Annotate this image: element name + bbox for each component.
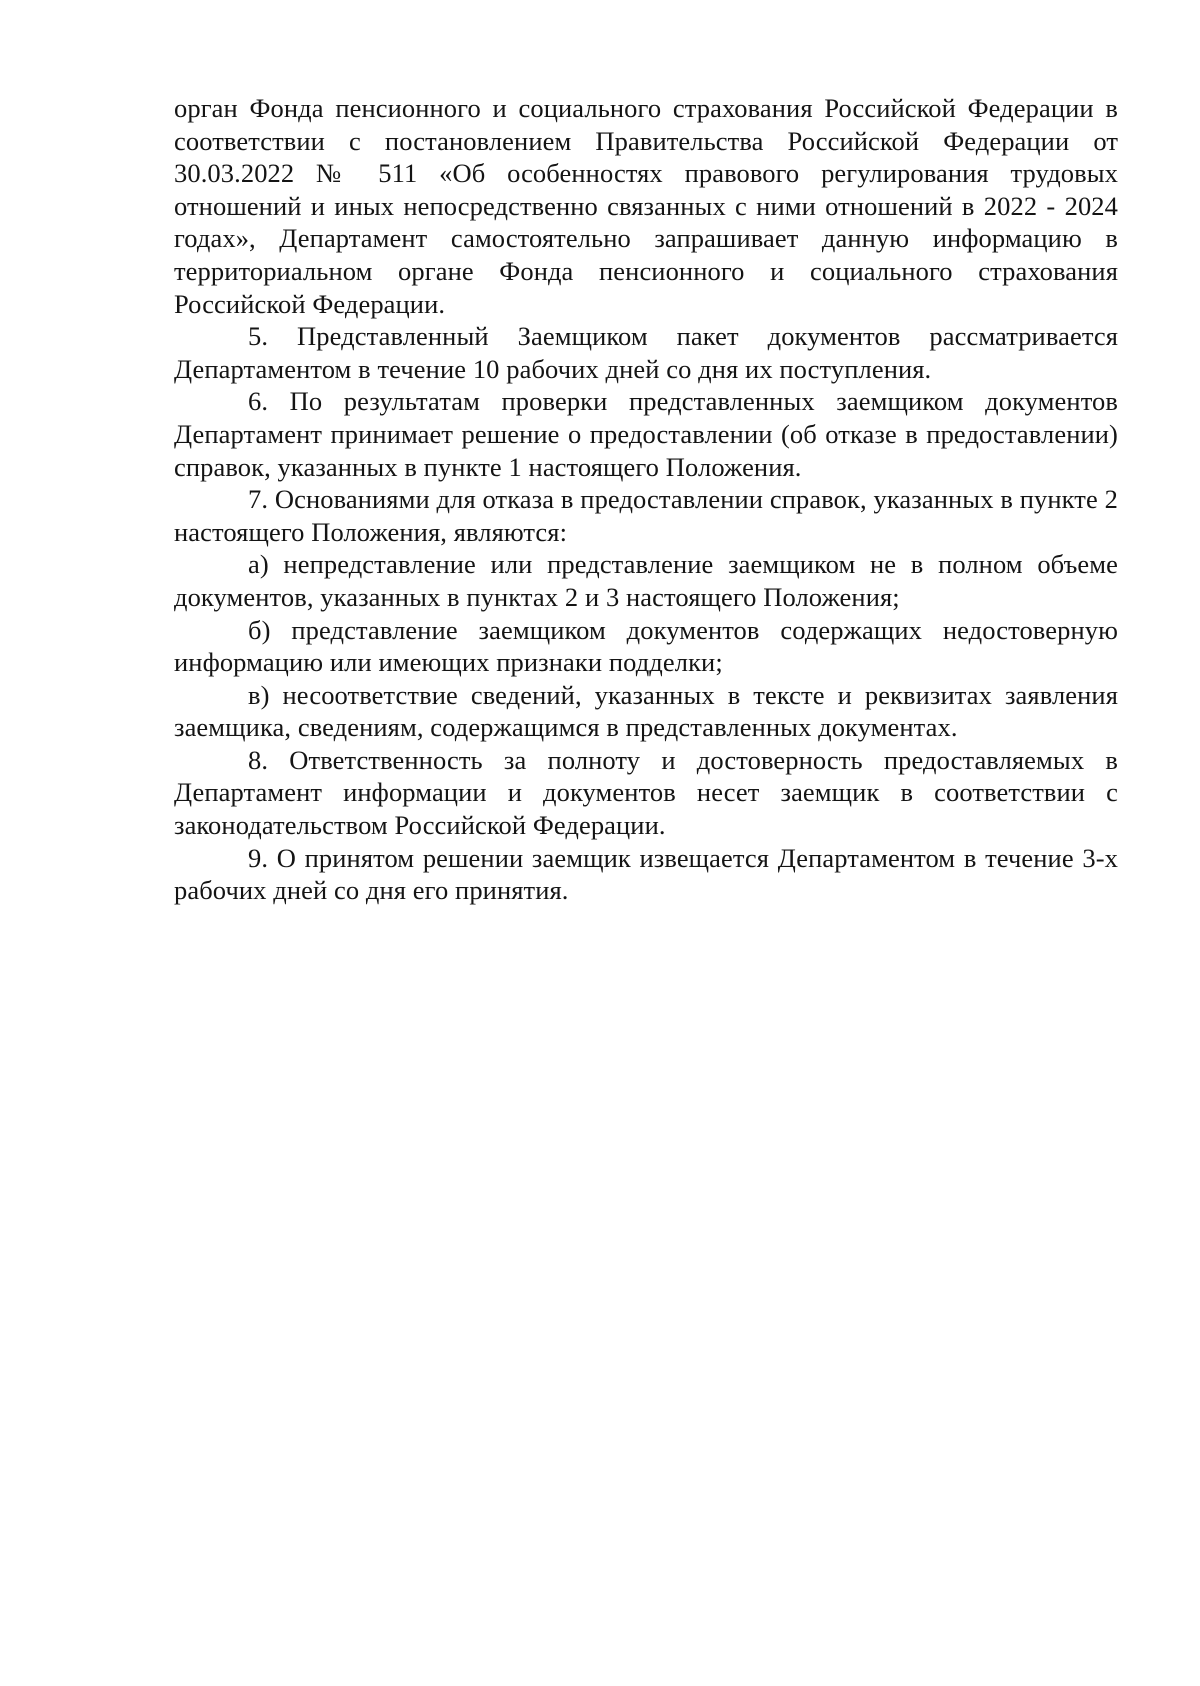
document-page (174, 92, 1118, 907)
paragraph-item-7: 7. Основаниями для отказа в предоставлении справок, указанных в пункте 2 настоящего Положения, являются: (174, 484, 1118, 547)
paragraph-continuation: орган Фонда пенсионного и социального страхования Российской Федерации в соответствии с постановлением Правительства Российской Федерации от 30.03.2022 № 511 «Об особенностях правового регулирования трудовых отношений и иных непосредственно связанных с ними отношений в 2022 - 2024 годах», Департамент самостоятельно запрашивает данную информацию в территориальном органе Фонда пенсионного и социального страхования Российской Федерации. (174, 93, 1118, 319)
paragraph-subitem-b: б) представление заемщиком документов содержащих недостоверную информацию или имеющих признаки подделки; (174, 614, 1118, 678)
paragraph-item-8: 8. Ответственность за полноту и достоверность предоставляемых в Департамент информации и документов несет заемщик в соответствии с законодательством Российской Федерации. (174, 744, 1118, 841)
paragraph-item-5: 5. Представленный Заемщиком пакет документов рассматривается Департаментом в течение 10 рабочих дней со дня их поступления. (174, 321, 1118, 384)
paragraph-subitem-v: в) несоответствие сведений, указанных в тексте и реквизитах заявления заемщика, сведениям, содержащимся в представленных документах. (174, 679, 1118, 743)
paragraph-item-9: 9. О принятом решении заемщик извещается Департаментом в течение 3-х рабочих дней со дня его принятия. (174, 842, 1118, 906)
paragraph-subitem-a: а) непредставление или представление заемщиком не в полном объеме документов, указанных в пунктах 2 и 3 настоящего Положения; (174, 549, 1118, 612)
paragraph-item-6: 6. По результатам проверки представленных заемщиком документов Департамент принимает решение о предоставлении (об отказе в предоставлении) справок, указанных в пункте 1 настоящего Положения. (174, 386, 1118, 482)
